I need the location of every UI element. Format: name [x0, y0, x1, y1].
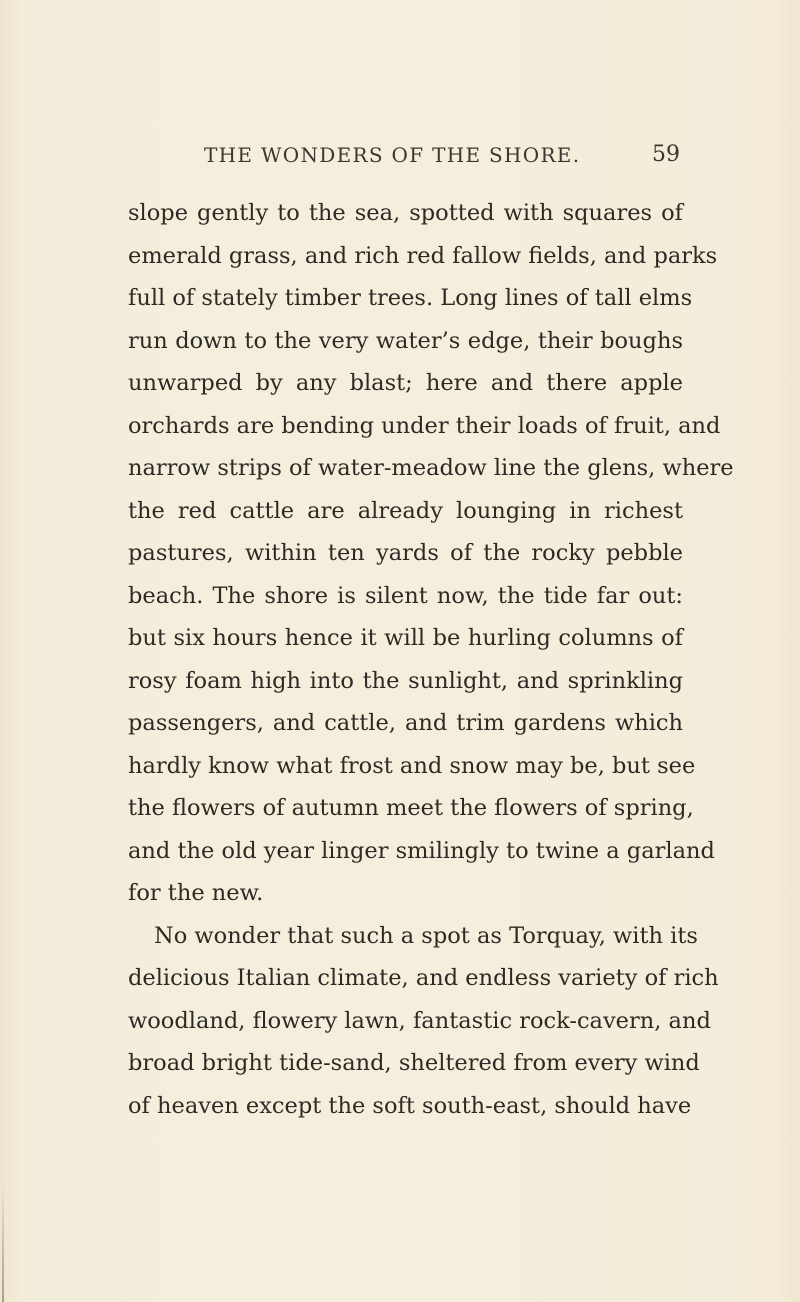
text-line: hardly know what frost and snow may be, but see: [128, 752, 696, 779]
page-edge-mark: [2, 1182, 4, 1302]
text-line: but six hours hence it will be hurling columns of: [128, 625, 683, 651]
text-line: broad bright tide-sand, sheltered from every wind: [128, 1050, 700, 1076]
text-line: rosy foam high into the sunlight, and sprinkling: [128, 667, 683, 694]
page-header: [140, 143, 680, 173]
text-line: orchards are bending under their loads of fruit, and: [128, 412, 721, 439]
text-line: unwarped by any blast; here and there apple: [128, 370, 683, 396]
paragraph: [128, 915, 719, 1128]
text-line: emerald grass, and rich red fallow fields, and parks: [128, 242, 718, 269]
text-line: woodland, flowery lawn, fantastic rock-cavern, and: [128, 1007, 711, 1034]
text-line: passengers, and cattle, and trim gardens which: [128, 710, 683, 736]
text-line: beach. The shore is silent now, the tide far out:: [128, 582, 683, 609]
text-line: the red cattle are already lounging in richest: [128, 497, 683, 524]
text-line: run down to the very water’s edge, their boughs: [128, 327, 683, 354]
page-number: 59: [652, 142, 680, 167]
text-line: narrow strips of water-meadow line the glens, where: [128, 455, 734, 481]
text-line: full of stately timber trees. Long lines of tall elms: [128, 285, 693, 311]
body-text: [128, 192, 734, 1127]
running-head: THE WONDERS OF THE SHORE.: [204, 143, 581, 167]
text-line: for the new.: [128, 880, 264, 906]
text-line: delicious Italian climate, and endless variety of rich: [128, 965, 719, 991]
text-line: pastures, within ten yards of the rocky pebble: [128, 540, 683, 566]
paragraph: [128, 192, 734, 915]
text-line: No wonder that such a spot as Torquay, with its: [154, 922, 698, 949]
text-line: of heaven except the soft south-east, should have: [128, 1092, 692, 1119]
text-line: and the old year linger smilingly to twine a garland: [128, 837, 715, 864]
text-line: slope gently to the sea, spotted with squares of: [128, 200, 683, 226]
text-line: the flowers of autumn meet the flowers of spring,: [128, 795, 694, 821]
